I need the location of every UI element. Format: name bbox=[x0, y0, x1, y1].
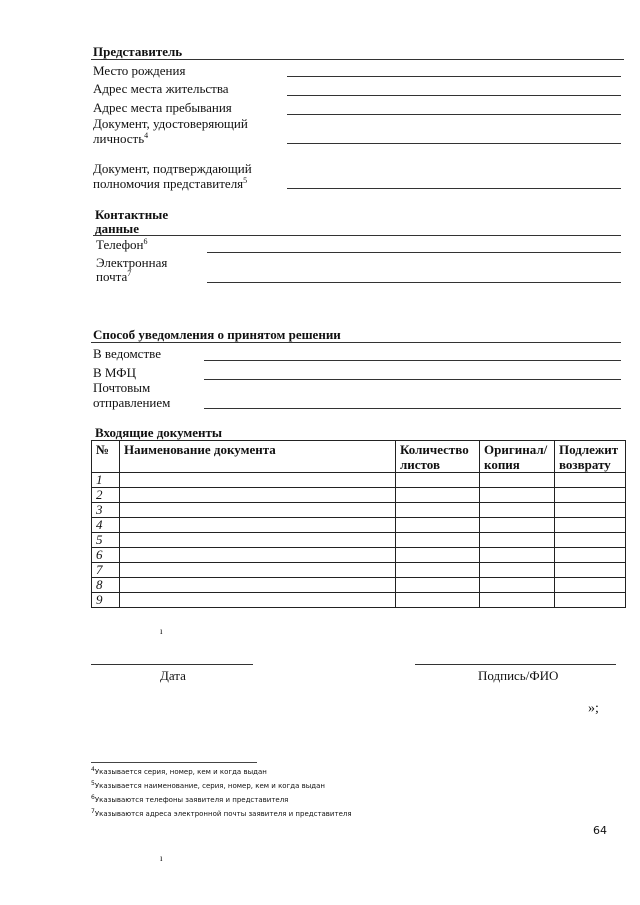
footnote-ref-7: 7 bbox=[127, 269, 132, 278]
section-rule bbox=[91, 342, 621, 343]
id-document-label-line1: Документ, удостоверяющий bbox=[93, 116, 248, 131]
notify-post-label-line1: Почтовым bbox=[93, 380, 151, 395]
row-number: 1 bbox=[92, 473, 120, 488]
row-sheets-cell[interactable] bbox=[396, 518, 480, 533]
stay-field[interactable] bbox=[287, 114, 621, 115]
row-original-cell[interactable] bbox=[480, 578, 555, 593]
notification-title: Способ уведомления о принятом решении bbox=[93, 327, 341, 342]
scan-mark: ı bbox=[160, 853, 163, 863]
row-number: 4 bbox=[92, 518, 120, 533]
row-original-cell[interactable] bbox=[480, 563, 555, 578]
email-field[interactable] bbox=[207, 282, 621, 283]
col-name-header: Наименование документа bbox=[120, 441, 396, 473]
row-number: 9 bbox=[92, 593, 120, 608]
contacts-title-line2: данные bbox=[95, 221, 139, 236]
residence-field[interactable] bbox=[287, 95, 621, 96]
row-sheets-cell[interactable] bbox=[396, 473, 480, 488]
footnote-separator bbox=[91, 762, 257, 763]
documents-table bbox=[91, 440, 626, 608]
date-field[interactable] bbox=[91, 664, 253, 665]
contacts-title-line1: Контактные bbox=[95, 207, 169, 222]
row-original-cell[interactable] bbox=[480, 518, 555, 533]
row-original-cell[interactable] bbox=[480, 593, 555, 608]
row-doc-name-cell[interactable] bbox=[120, 548, 396, 563]
col-count-header: Количество листов bbox=[396, 441, 480, 473]
col-return-header: Подлежит возврату bbox=[555, 441, 626, 473]
representative-title: Представитель bbox=[93, 44, 183, 59]
col-number-header: № bbox=[92, 441, 120, 473]
row-original-cell[interactable] bbox=[480, 473, 555, 488]
notify-mfc-label: В МФЦ bbox=[93, 365, 136, 380]
row-return-cell[interactable] bbox=[555, 518, 626, 533]
row-return-cell[interactable] bbox=[555, 503, 626, 518]
table-row bbox=[92, 518, 626, 533]
notify-mfc-field[interactable] bbox=[204, 379, 621, 380]
row-doc-name-cell[interactable] bbox=[120, 473, 396, 488]
row-doc-name-cell[interactable] bbox=[120, 563, 396, 578]
row-doc-name-cell[interactable] bbox=[120, 518, 396, 533]
row-sheets-cell[interactable] bbox=[396, 593, 480, 608]
table-row bbox=[92, 488, 626, 503]
scan-mark: ı bbox=[160, 626, 163, 636]
row-doc-name-cell[interactable] bbox=[120, 593, 396, 608]
row-original-cell[interactable] bbox=[480, 533, 555, 548]
notify-agency-label: В ведомстве bbox=[93, 346, 161, 361]
footnote-ref-5: 5 bbox=[243, 176, 248, 185]
row-sheets-cell[interactable] bbox=[396, 578, 480, 593]
row-original-cell[interactable] bbox=[480, 503, 555, 518]
page-number: 64 bbox=[593, 824, 607, 837]
row-sheets-cell[interactable] bbox=[396, 548, 480, 563]
row-return-cell[interactable] bbox=[555, 548, 626, 563]
row-doc-name-cell[interactable] bbox=[120, 578, 396, 593]
row-sheets-cell[interactable] bbox=[396, 533, 480, 548]
birthplace-field[interactable] bbox=[287, 76, 621, 77]
row-doc-name-cell[interactable] bbox=[120, 503, 396, 518]
birthplace-label: Место рождения bbox=[93, 63, 186, 78]
table-row bbox=[92, 503, 626, 518]
footnote-4: $^4$Указывается серия, номер, кем и когда выдан bbox=[91, 766, 267, 776]
table-row bbox=[92, 578, 626, 593]
table-row bbox=[92, 533, 626, 548]
table-header-row bbox=[92, 441, 626, 473]
email-label-line1: Электронная bbox=[96, 255, 168, 270]
table-row bbox=[92, 473, 626, 488]
row-sheets-cell[interactable] bbox=[396, 563, 480, 578]
row-return-cell[interactable] bbox=[555, 578, 626, 593]
row-return-cell[interactable] bbox=[555, 488, 626, 503]
closing-quote: »; bbox=[588, 701, 599, 716]
section-rule bbox=[93, 235, 621, 236]
col-original-header: Оригинал/ копия bbox=[480, 441, 555, 473]
row-number: 7 bbox=[92, 563, 120, 578]
row-return-cell[interactable] bbox=[555, 533, 626, 548]
documents-title: Входящие документы bbox=[95, 425, 223, 440]
row-original-cell[interactable] bbox=[480, 548, 555, 563]
notify-agency-field[interactable] bbox=[204, 360, 621, 361]
row-return-cell[interactable] bbox=[555, 473, 626, 488]
footnote-7: $^7$Указываются адреса электронной почты заявителя и представителя bbox=[91, 808, 352, 818]
residence-label: Адрес места жительства bbox=[93, 81, 229, 96]
email-label-line2: почта$^7$ bbox=[96, 269, 132, 284]
notify-post-label-line2: отправлением bbox=[93, 395, 171, 410]
row-number: 6 bbox=[92, 548, 120, 563]
stay-label: Адрес места пребывания bbox=[93, 100, 232, 115]
phone-field[interactable] bbox=[207, 252, 621, 253]
authority-document-label-line2: полномочия представителя$^5$ bbox=[93, 176, 248, 191]
id-document-field[interactable] bbox=[287, 143, 621, 144]
row-number: 2 bbox=[92, 488, 120, 503]
authority-document-label-line1: Документ, подтверждающий bbox=[93, 161, 252, 176]
footnote-6: $^6$Указываются телефоны заявителя и представителя bbox=[91, 794, 289, 804]
footnote-5: $^5$Указывается наименование, серия, номер, кем и когда выдан bbox=[91, 780, 325, 790]
table-row bbox=[92, 548, 626, 563]
row-number: 8 bbox=[92, 578, 120, 593]
id-document-label-line2: личность$^4$ bbox=[93, 131, 149, 146]
row-return-cell[interactable] bbox=[555, 593, 626, 608]
section-rule bbox=[91, 59, 624, 60]
row-number: 5 bbox=[92, 533, 120, 548]
signature-field[interactable] bbox=[415, 664, 616, 665]
signature-label: Подпись/ФИО bbox=[478, 668, 559, 683]
row-sheets-cell[interactable] bbox=[396, 488, 480, 503]
row-number: 3 bbox=[92, 503, 120, 518]
row-doc-name-cell[interactable] bbox=[120, 488, 396, 503]
notify-post-field[interactable] bbox=[204, 408, 621, 409]
row-return-cell[interactable] bbox=[555, 563, 626, 578]
authority-document-field[interactable] bbox=[287, 188, 621, 189]
date-label: Дата bbox=[160, 668, 186, 683]
row-original-cell[interactable] bbox=[480, 488, 555, 503]
table-row bbox=[92, 593, 626, 608]
footnote-ref-6: 6 bbox=[143, 237, 148, 246]
row-sheets-cell[interactable] bbox=[396, 503, 480, 518]
table-row bbox=[92, 563, 626, 578]
row-doc-name-cell[interactable] bbox=[120, 533, 396, 548]
footnote-ref-4: 4 bbox=[144, 131, 149, 140]
phone-label: Телефон$^6$ bbox=[96, 237, 148, 252]
